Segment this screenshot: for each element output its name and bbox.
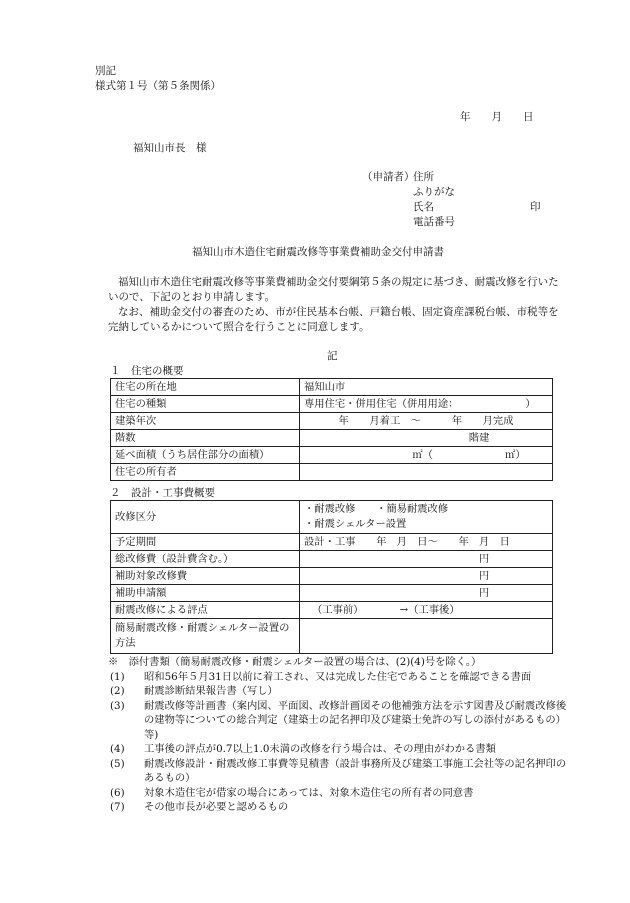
list-item	[110, 684, 570, 699]
row-value-owner	[300, 464, 553, 481]
row-value-eligible-cost: 円	[300, 568, 553, 585]
applicant-furigana-label: ふりがな	[413, 186, 455, 198]
table-row	[111, 464, 553, 481]
table-row	[111, 413, 553, 430]
appendix-label: 別記	[95, 65, 116, 77]
item-text: その他市長が必要と認めるもの	[144, 801, 289, 813]
table-row	[111, 602, 553, 619]
list-item	[110, 800, 570, 815]
list-item	[110, 699, 570, 743]
list-item	[110, 786, 570, 801]
row-value-renovation-type	[300, 501, 553, 534]
row-value-location: 福知山市	[300, 379, 553, 396]
row-value-simple-method	[300, 619, 553, 654]
applicant-name-label: 氏名	[413, 201, 434, 213]
list-item	[110, 742, 570, 757]
item-text: 対象木造住宅が借家の場合にあっては、対象木造住宅の所有者の同意書	[144, 786, 474, 799]
row-label-seismic-score: 耐震改修による評点	[111, 602, 300, 619]
row-value-seismic-score: （工事前） →（工事後）	[300, 602, 553, 619]
item-text: 耐震診断結果報告書（写し）	[144, 685, 278, 697]
row-label-floor-area: 延べ面積（うち居住部分の面積）	[111, 447, 300, 464]
section1-heading: １ 住宅の概要	[110, 365, 184, 377]
table-row	[111, 447, 553, 464]
addressee: 福知山市長 様	[133, 142, 207, 154]
form-number: 様式第１号（第５条関係）	[95, 80, 221, 92]
table-row	[111, 619, 553, 654]
renovation-type-line2: ・耐震シェルター設置	[304, 518, 407, 530]
applicant-address-label: 住所	[413, 171, 434, 183]
date-field: 年 月 日	[460, 111, 534, 123]
house-overview-table	[110, 378, 553, 481]
applicant-phone-label: 電話番号	[413, 216, 455, 228]
table-row	[111, 501, 553, 534]
item-number: (6)	[110, 786, 125, 799]
document-title: 福知山市木造住宅耐震改修等事業費補助金交付申請書	[192, 246, 444, 258]
table-row	[111, 534, 553, 551]
row-label-location: 住宅の所在地	[111, 379, 300, 396]
row-value-floors: 階建	[300, 430, 553, 447]
applicant-role: （申請者）	[362, 171, 415, 183]
item-number: (5)	[110, 757, 125, 770]
row-label-eligible-cost: 補助対象改修費	[111, 568, 300, 585]
item-number: (3)	[110, 699, 125, 712]
row-label-floors: 階数	[111, 430, 300, 447]
row-value-house-type: 専用住宅・併用住宅（併用用途： ）	[300, 396, 553, 413]
item-text: 工事後の評点が0.7以上1.0未満の改修を行う場合は、その理由がわかる書類	[144, 743, 496, 755]
row-label-total-cost: 総改修費（設計費含む。）	[111, 551, 300, 568]
body-paragraph-1: 福知山市木造住宅耐震改修等事業費補助金交付要綱第５条の規定に基づき、耐震改修を行いたいので、下記のとおり申請します。	[108, 276, 559, 303]
item-number: (2)	[110, 685, 125, 697]
list-item	[110, 757, 570, 786]
renovation-type-line1: ・耐震改修 ・簡易耐震改修	[304, 503, 449, 515]
item-text: 耐震改修等計画書（案内図、平面図、改修計画図その他補強方法を示す図書及び耐震改修後の建物等についての総合判定（建築士の記名押印及び建築士免許の写しの添付があるもの）等)	[144, 699, 567, 741]
table-row	[111, 585, 553, 602]
item-number: (4)	[110, 743, 125, 755]
item-number: (7)	[110, 801, 125, 813]
section2-heading: ２ 設計・工事費概要	[110, 487, 215, 499]
row-value-subsidy-amount: 円	[300, 585, 553, 602]
table-row	[111, 396, 553, 413]
row-label-schedule: 予定期間	[111, 534, 300, 551]
table-row	[111, 379, 553, 396]
row-value-construction-year: 年 月着工 ～ 年 月完成	[300, 413, 553, 430]
row-label-simple-method: 簡易耐震改修・耐震シェルター設置の方法	[111, 619, 300, 654]
row-label-construction-year: 建築年次	[111, 413, 300, 430]
row-value-total-cost: 円	[300, 551, 553, 568]
table-row	[111, 551, 553, 568]
item-text: 耐震改修設計・耐震改修工事費等見積書（設計事務所及び建築工事施工会社等の記名押印のあるもの）	[144, 757, 567, 784]
item-text: 昭和56年５月31日以前に着工され、又は完成した住宅であることを確認できる書面	[144, 670, 532, 683]
ki-label: 記	[327, 350, 338, 362]
attachments-list	[110, 655, 570, 815]
attachments-heading: ※ 添付書類（簡易耐震改修・耐震シェルター設置の場合は、(2)(4)号を除く。）	[108, 656, 482, 668]
seal-mark: 印	[530, 201, 541, 213]
row-label-house-type: 住宅の種類	[111, 396, 300, 413]
list-item	[110, 670, 570, 685]
body-paragraph-2: なお、補助金交付の審査のため、市が住民基本台帳、戸籍台帳、固定資産課税台帳、市税等を完納しているかについて照合を行うことに同意します。	[108, 306, 559, 333]
table-row	[111, 430, 553, 447]
row-value-floor-area: ㎡（ ㎡）	[300, 447, 553, 464]
table-row	[111, 568, 553, 585]
row-label-renovation-type: 改修区分	[111, 501, 300, 534]
item-number: (1)	[110, 670, 125, 683]
design-cost-table	[110, 500, 553, 654]
row-value-schedule: 設計・工事 年 月 日～ 年 月 日	[300, 534, 553, 551]
row-label-subsidy-amount: 補助申請額	[111, 585, 300, 602]
row-label-owner: 住宅の所有者	[111, 464, 300, 481]
